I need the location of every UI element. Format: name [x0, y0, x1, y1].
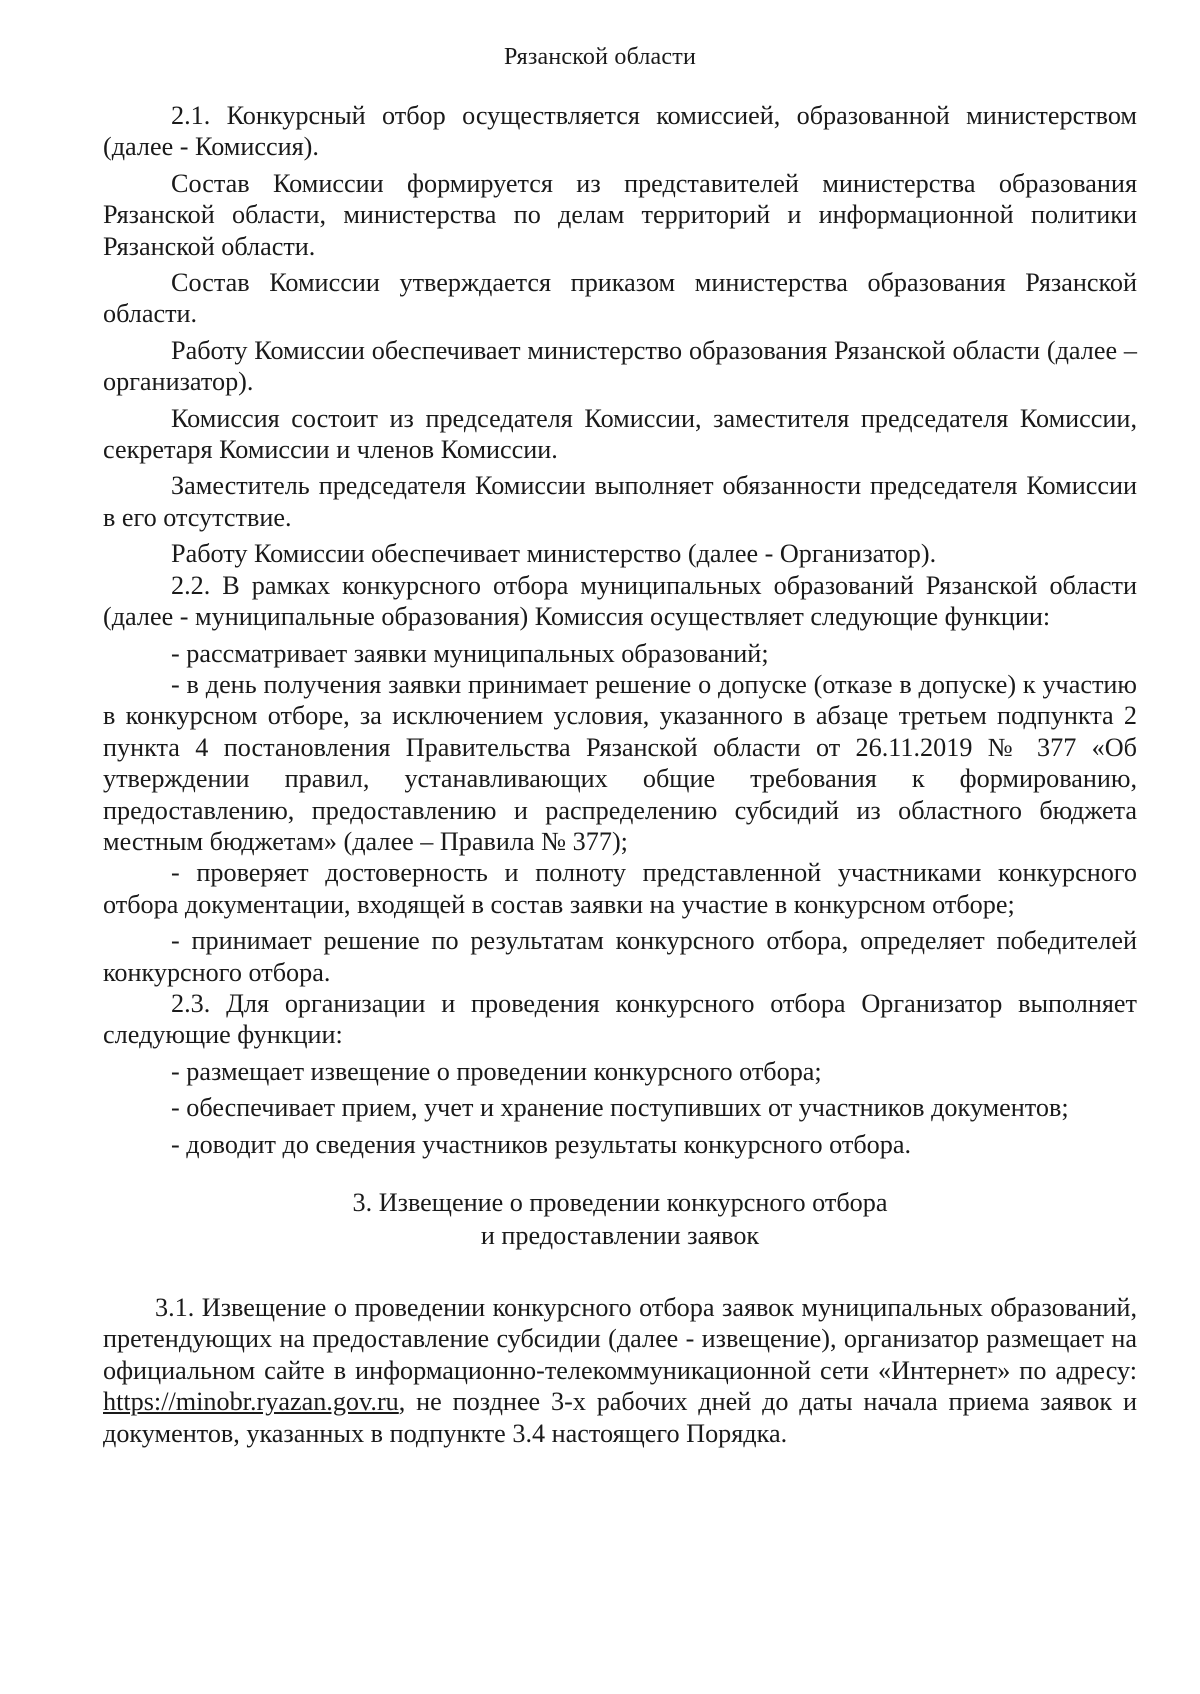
paragraph-2-1: 2.1. Конкурсный отбор осуществляется комиссией, образованной министерством (далее - Комиссия).: [103, 101, 1137, 162]
list-item-inform-participants: - доводит до сведения участников результаты конкурсного отбора.: [171, 1129, 912, 1159]
running-header: Рязанской области: [503, 44, 696, 70]
paragraph-2-3: 2.3. Для организации и проведения конкурсного отбора Организатор выполняет следующие функции:: [103, 988, 1137, 1050]
paragraph-commission-approval: Состав Комиссии утверждается приказом министерства образования Рязанской области.: [103, 268, 1137, 329]
section-3-heading-line1: 3. Извещение о проведении конкурсного отбора: [352, 1188, 888, 1217]
document-body: [103, 100, 1137, 1449]
section-3-heading-line2: и предоставлении заявок: [480, 1221, 760, 1250]
paragraph-deputy-duties: Заместитель председателя Комиссии выполняет обязанности председателя Комиссии в его отсутствие.: [103, 471, 1137, 532]
list-item-admission-decision: - в день получения заявки принимает решение о допуске (отказе в допуске) к участию в конкурсном отборе, за исключением условия, указанного в абзаце третьем подпункта 2 пункта 4 постановления Правительства Рязанской области от 26.11.2019 № 377 «Об утверждении правил, устанавливающих общие требования к формированию, предоставлению, предоставлению и распределению субсидий из областного бюджета местным бюджетам» (далее – Правила № 377);: [103, 669, 1137, 856]
list-item-receive-documents: - обеспечивает прием, учет и хранение поступивших от участников документов;: [171, 1093, 1069, 1123]
paragraph-3-1-text: 3.1. Извещение о проведении конкурсного отбора заявок муниципальных образований, претендующих на предоставление субсидии (далее - извещение), организатор размещает на официальном сайте в информационно-телекоммуникационной сети «Интернет» по адресу:: [103, 1293, 1137, 1385]
paragraph-3-1: [103, 1292, 1137, 1449]
list-item-publish-notice: - размещает извещение о проведении конкурсного отбора;: [171, 1056, 822, 1086]
paragraph-organizer: Работу Комиссии обеспечивает министерство (далее - Организатор).: [171, 539, 937, 569]
ministry-website-link[interactable]: https://minobr.ryazan.gov.ru: [103, 1387, 399, 1417]
list-item-determine-winners: - принимает решение по результатам конкурсного отбора, определяет победителей конкурсного отбора.: [103, 926, 1137, 987]
list-item-verify-documents: - проверяет достоверность и полноту представленной участниками конкурсного отбора документации, входящей в состав заявки на участие в конкурсном отборе;: [103, 858, 1137, 919]
paragraph-2-2: 2.2. В рамках конкурсного отбора муниципальных образований Рязанской области (далее - муниципальные образования) Комиссия осуществляет следующие функции:: [103, 570, 1137, 632]
paragraph-commission-organizer: Работу Комиссии обеспечивает министерство образования Рязанской области (далее – организатор).: [103, 335, 1137, 397]
paragraph-3-1-tail: , не позднее 3-х рабочих дней до даты начала приема заявок и документов, указанных в подпункте 3.4 настоящего Порядка.: [103, 1387, 1137, 1448]
list-item-review-applications: - рассматривает заявки муниципальных образований;: [171, 638, 769, 668]
paragraph-commission-composition: Состав Комиссии формируется из представителей министерства образования Рязанской области, министерства по делам территорий и информационной политики Рязанской области.: [103, 168, 1137, 261]
paragraph-commission-members: Комиссия состоит из председателя Комиссии, заместителя председателя Комиссии, секретаря Комиссии и членов Комиссии.: [103, 403, 1137, 465]
section-3-heading: [103, 1186, 1137, 1252]
